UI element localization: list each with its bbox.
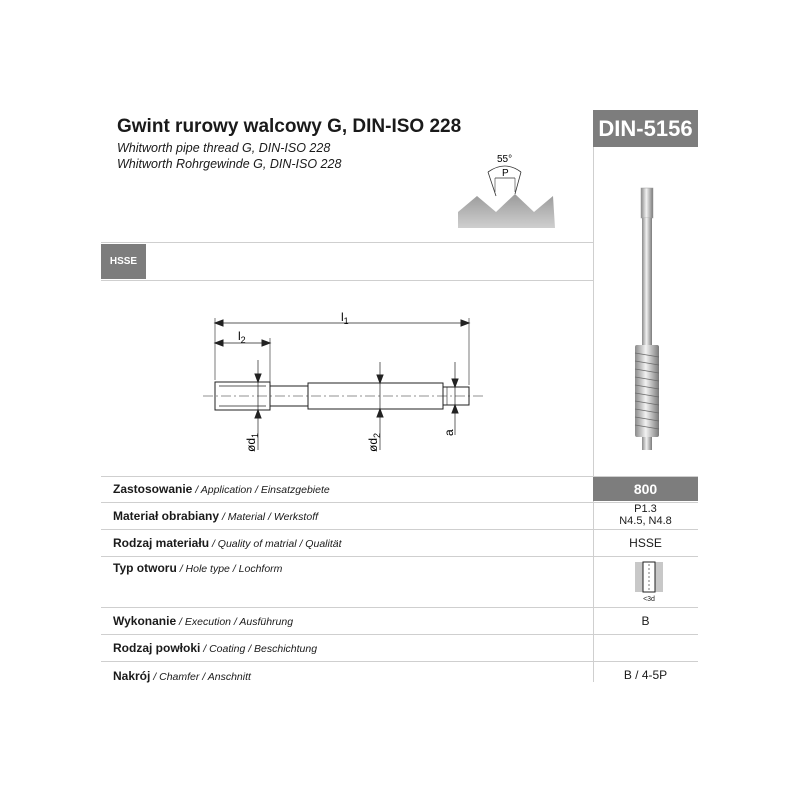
row-divider: [101, 556, 698, 557]
column-divider: [593, 147, 594, 682]
row-divider: [101, 661, 698, 662]
table-row: Materiał obrabiany / Material / Werkstoff: [113, 509, 319, 523]
subtitle-german: Whitworth Rohrgewinde G, DIN-ISO 228: [117, 157, 342, 171]
table-row: Rodzaj materiału / Quality of matrial / Qualität: [113, 536, 342, 550]
standard-badge: DIN-5156: [593, 110, 698, 147]
quality-value: HSSE: [629, 536, 662, 550]
pitch-label: P: [502, 168, 509, 179]
row-divider: [101, 607, 698, 608]
row-divider: [101, 529, 698, 530]
d1-label: $ød_1$: [244, 432, 260, 452]
chamfer-value: B / 4-5P: [623, 668, 668, 682]
material-badge: HSSE: [101, 244, 146, 279]
d2-label: $ød_2$: [366, 432, 382, 452]
table-row: Zastosowanie / Application / Einsatzgebiete: [113, 482, 330, 496]
divider: [101, 280, 593, 281]
thread-profile-icon: [455, 150, 560, 230]
l1-label: $l_1$: [341, 310, 349, 326]
execution-value: B: [641, 614, 650, 628]
angle-label: 55°: [497, 154, 513, 165]
row-divider: [101, 634, 698, 635]
spec-header-value: 800: [593, 477, 698, 501]
material-value-2: N4.5, N4.8: [619, 515, 672, 527]
tap-drawing: [195, 300, 495, 460]
table-row: Typ otworu / Hole type / Lochform: [113, 561, 283, 575]
product-title: Gwint rurowy walcowy G, DIN-ISO 228: [117, 116, 462, 137]
tap-image: [620, 185, 675, 450]
blind-hole-icon: [633, 560, 665, 598]
l2-label: $l_2$: [238, 329, 246, 345]
a-label: a: [442, 429, 456, 436]
table-row: Nakrój / Chamfer / Anschnitt: [113, 669, 251, 683]
divider: [101, 242, 593, 243]
table-row: Rodzaj powłoki / Coating / Beschichtung: [113, 641, 318, 655]
subtitle-english: Whitworth pipe thread G, DIN-ISO 228: [117, 141, 331, 155]
hole-depth-note: <3d: [643, 596, 655, 603]
table-row: Wykonanie / Execution / Ausführung: [113, 614, 294, 628]
material-value: P1.3: [634, 503, 657, 515]
